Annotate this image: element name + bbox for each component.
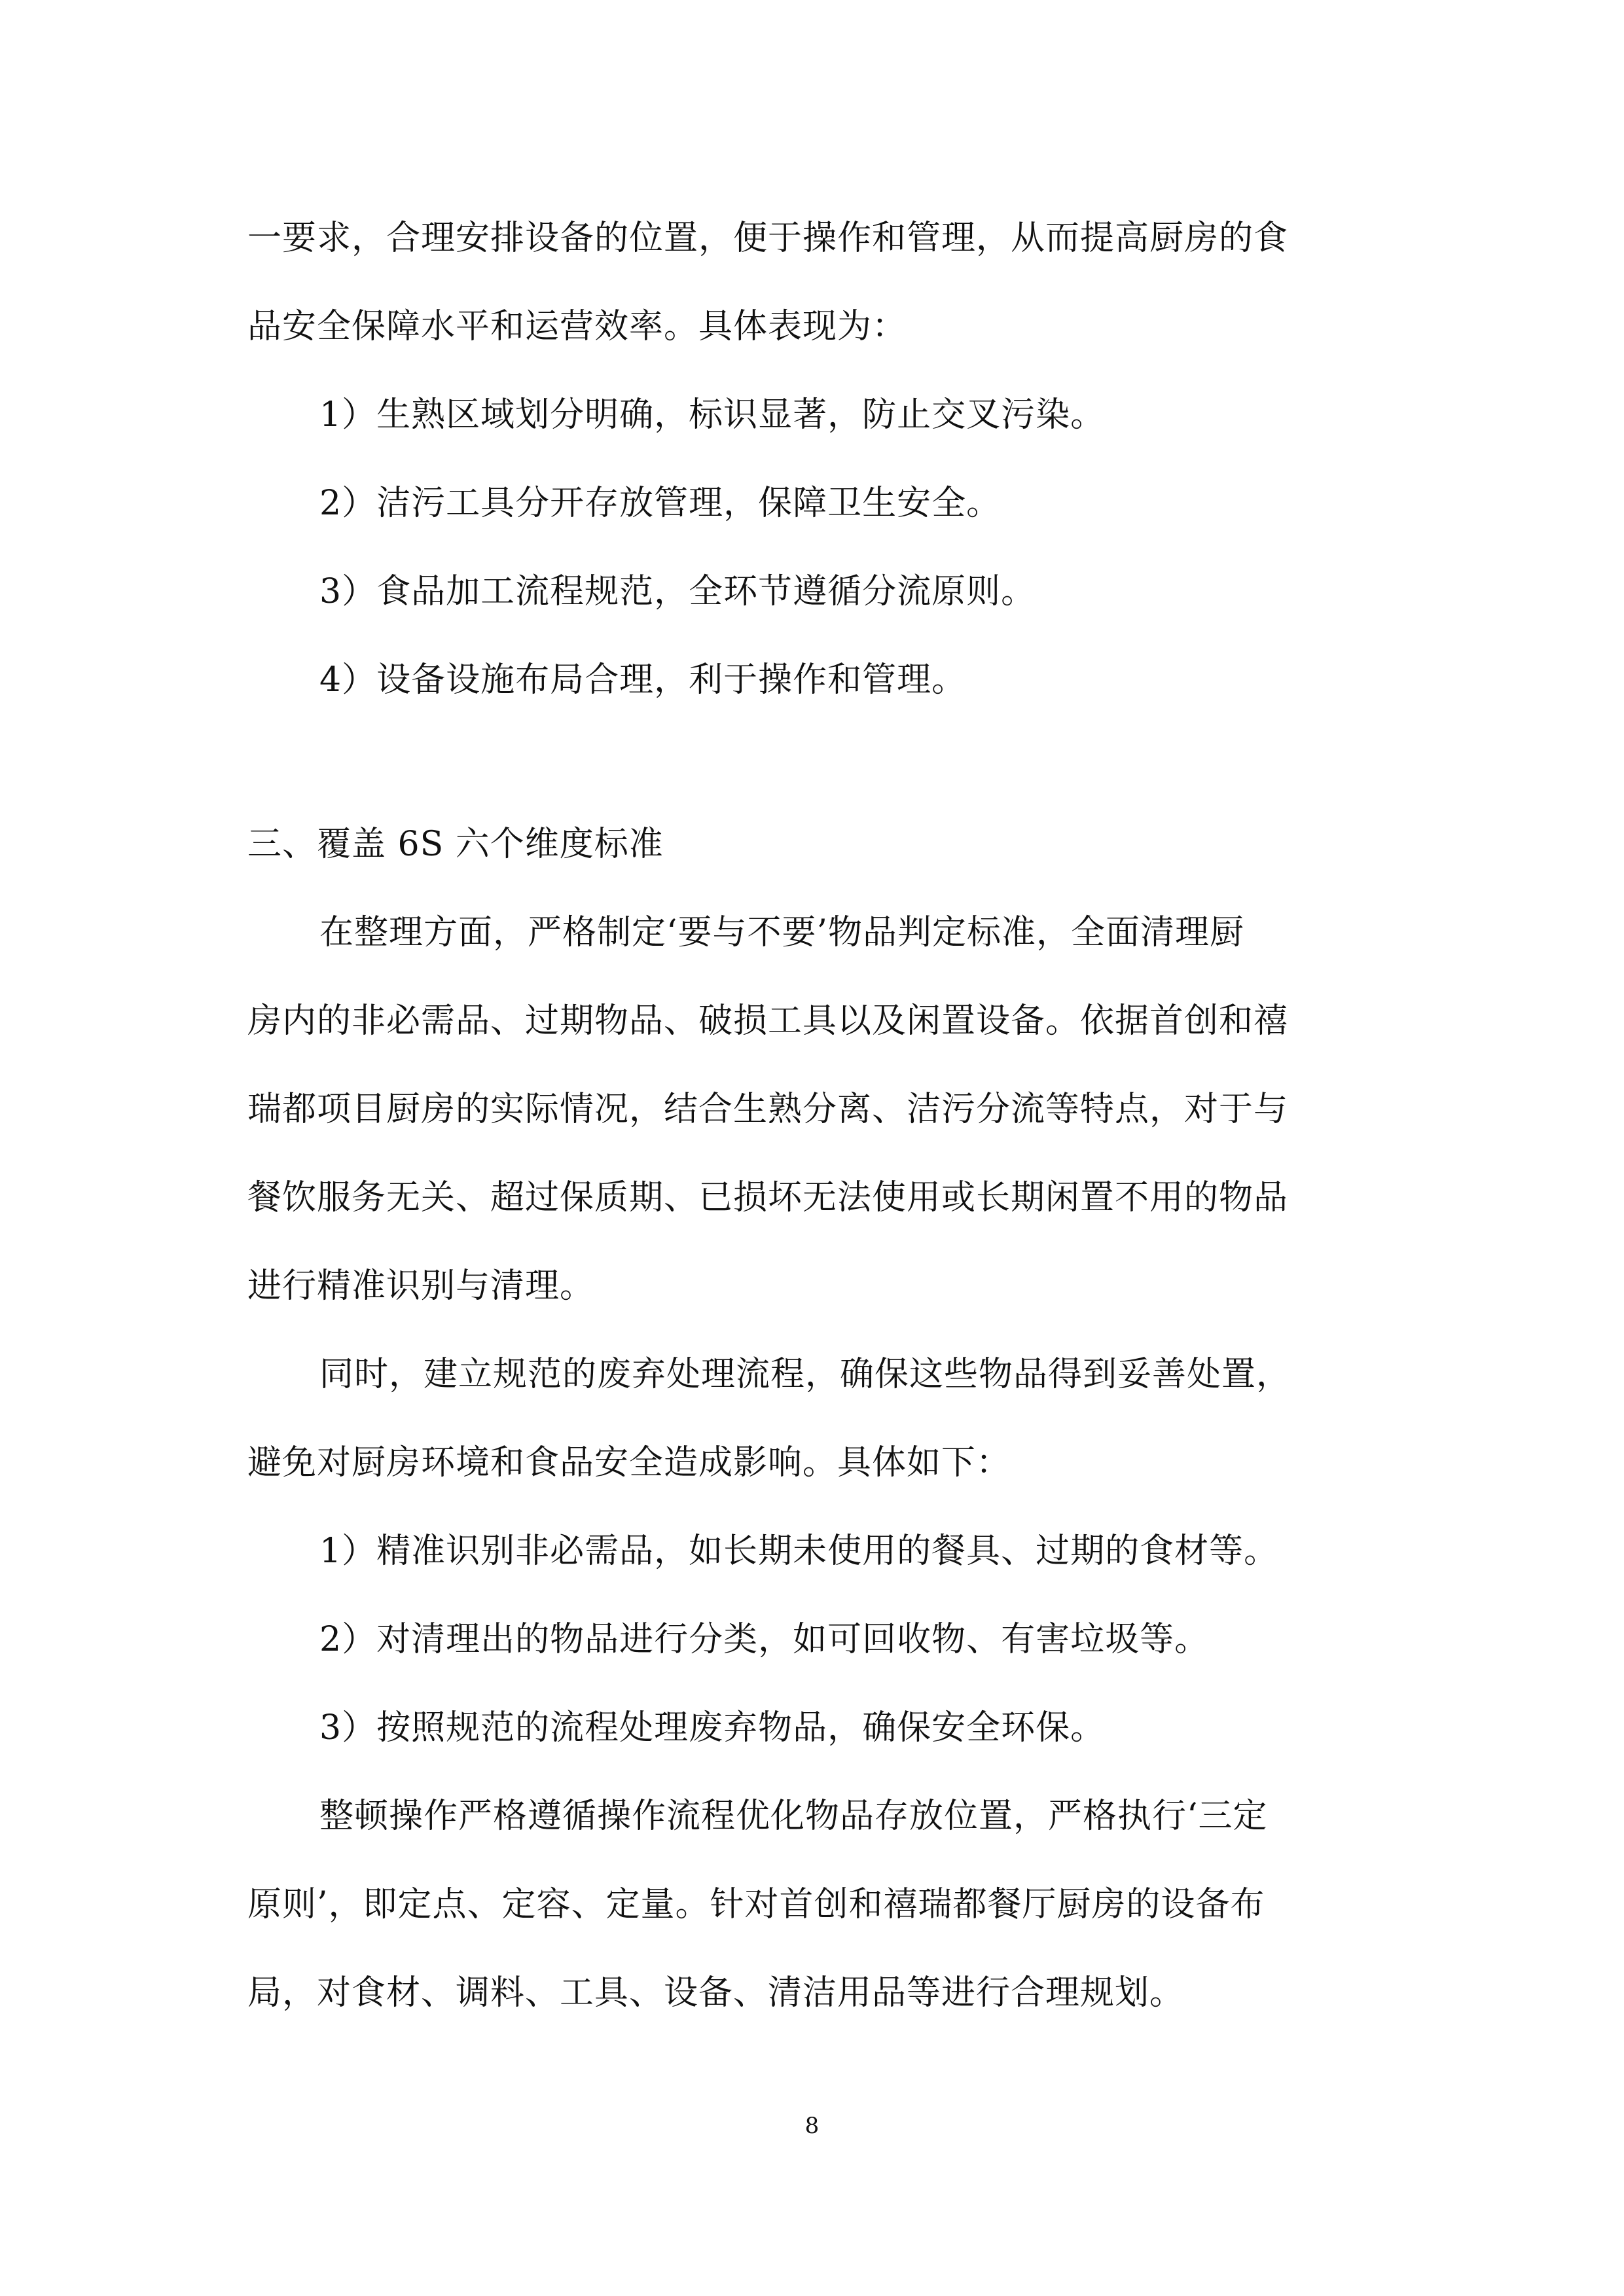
list-item: 4）设备设施布局合理，利于操作和管理。 [319,660,967,700]
body-text-line: 一要求，合理安排设备的位置，便于操作和管理，从而提高厨房的食 [247,219,1289,258]
body-text-line: 瑞都项目厨房的实际情况，结合生熟分离、洁污分流等特点，对于与 [247,1090,1289,1129]
body-text-line: 同时，建立规范的废弃处理流程，确保这些物品得到妥善处置， [319,1355,1291,1394]
body-text-line: 房内的非必需品、过期物品、破损工具以及闲置设备。依据首创和禧 [247,1001,1289,1041]
body-text-line: 原则’，即定点、定容、定量。针对首创和禧瑞都餐厅厨房的设备布 [247,1885,1265,1924]
list-item: 3）按照规范的流程处理废弃物品，确保安全环保。 [319,1708,1106,1748]
list-item: 2）对清理出的物品进行分类，如可回收物、有害垃圾等。 [319,1620,1210,1659]
body-text-line: 品安全保障水平和运营效率。具体表现为： [247,307,907,346]
body-text-line: 局，对食材、调料、工具、设备、清洁用品等进行合理规划。 [247,1973,1185,2013]
list-item: 3）食品加工流程规范，全环节遵循分流原则。 [319,572,1036,611]
section-heading: 三、覆盖 6S 六个维度标准 [247,825,664,864]
body-text-line: 餐饮服务无关、超过保质期、已损坏无法使用或长期闲置不用的物品 [247,1178,1289,1217]
body-text-line: 避免对厨房环境和食品安全造成影响。具体如下： [247,1443,1011,1482]
body-text-line: 在整理方面，严格制定‘要与不要’物品判定标准，全面清理厨 [319,913,1245,952]
list-item: 1）精准识别非必需品，如长期未使用的餐具、过期的食材等。 [319,1532,1279,1571]
list-item: 2）洁污工具分开存放管理，保障卫生安全。 [319,484,1001,523]
list-item: 1）生熟区域划分明确，标识显著，防止交叉污染。 [319,395,1106,435]
page-number: 8 [804,2113,820,2139]
body-text-line: 进行精准识别与清理。 [247,1266,595,1306]
body-text-line: 整顿操作严格遵循操作流程优化物品存放位置，严格执行‘三定 [319,1797,1268,1836]
